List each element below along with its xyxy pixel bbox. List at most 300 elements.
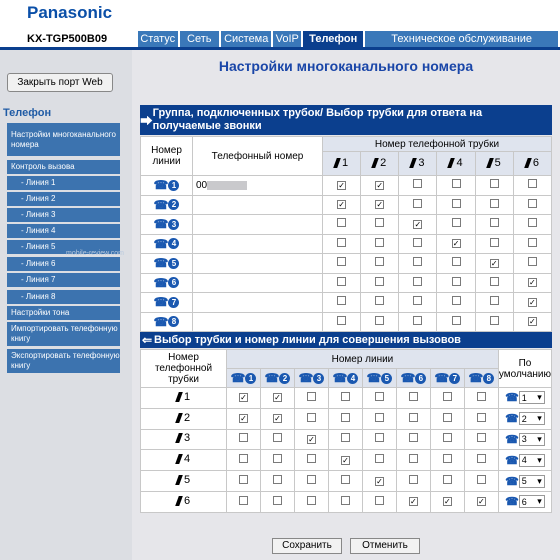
check-cell	[323, 195, 361, 215]
phone-cell	[193, 293, 323, 313]
checkbox[interactable]	[307, 392, 316, 401]
checkbox[interactable]	[341, 433, 350, 442]
line-cell	[141, 312, 193, 332]
checkbox[interactable]	[375, 218, 384, 227]
panasonic-logo: Panasonic	[27, 3, 113, 22]
check-cell	[396, 491, 430, 512]
checkbox[interactable]	[443, 475, 452, 484]
selected-value: 3	[521, 434, 527, 445]
line-number: 6	[415, 373, 426, 384]
default-line-select[interactable]	[505, 495, 545, 508]
check-cell	[513, 195, 551, 215]
checkbox[interactable]	[337, 218, 346, 227]
checkbox[interactable]: ✓	[308, 434, 315, 444]
handset-header	[513, 152, 551, 176]
checkbox[interactable]	[341, 496, 350, 505]
check-cell	[437, 215, 475, 235]
checkbox[interactable]	[337, 316, 346, 325]
checkbox[interactable]	[337, 277, 346, 286]
check-cell	[475, 254, 513, 274]
handset-icon	[175, 433, 183, 443]
chevron-down-icon: ▾	[537, 475, 542, 486]
phone-handset-icon: ☎	[468, 371, 484, 385]
line-cell	[141, 176, 193, 196]
line-icon	[154, 217, 180, 231]
checkbox[interactable]	[443, 413, 452, 422]
checkbox[interactable]	[490, 199, 499, 208]
check-cell	[464, 450, 498, 471]
line-icon	[298, 371, 324, 385]
check-cell	[399, 195, 437, 215]
handset-icon	[175, 392, 183, 402]
check-cell	[361, 273, 399, 293]
default-line-select[interactable]	[505, 412, 545, 425]
table-row	[141, 471, 552, 492]
checkbox[interactable]	[413, 296, 422, 305]
checkbox[interactable]	[409, 413, 418, 422]
handset-icon	[175, 496, 183, 506]
line-cell	[141, 215, 193, 235]
checkbox[interactable]	[452, 316, 461, 325]
check-cell	[430, 429, 464, 450]
checkbox[interactable]	[307, 496, 316, 505]
phone-handset-icon: ☎	[264, 371, 280, 385]
check-cell	[437, 176, 475, 196]
check-cell	[513, 312, 551, 332]
tab-0[interactable]: Статус	[138, 31, 178, 47]
handset-label	[177, 453, 190, 465]
table-row	[141, 450, 552, 471]
checkbox[interactable]: ✓	[414, 219, 422, 229]
check-cell	[227, 429, 261, 450]
sidebar-item-line-5[interactable]: - Линия 5	[7, 240, 120, 254]
main-panel	[132, 50, 560, 560]
line-icon	[366, 371, 392, 385]
checkbox[interactable]	[490, 277, 499, 286]
default-cell	[498, 408, 551, 429]
checkbox[interactable]	[443, 392, 452, 401]
line-number: 2	[168, 199, 179, 210]
handset-number: 3	[418, 156, 425, 169]
sidebar-item-line-1[interactable]: - Линия 1	[7, 176, 120, 190]
default-line-select[interactable]	[505, 433, 545, 446]
check-cell	[464, 388, 498, 409]
handset-icon	[448, 158, 456, 168]
checkbox[interactable]	[477, 392, 486, 401]
check-cell	[399, 293, 437, 313]
checkbox[interactable]	[337, 257, 346, 266]
chevron-down-icon: ▾	[537, 496, 542, 507]
check-cell	[437, 234, 475, 254]
handset-header	[437, 152, 475, 176]
sidebar-item-line-2[interactable]: - Линия 2	[7, 192, 120, 206]
line-number: 4	[168, 238, 179, 249]
handset-number: 3	[183, 432, 191, 445]
checkbox[interactable]	[341, 392, 350, 401]
checkbox[interactable]	[413, 199, 422, 208]
checkbox[interactable]: ✓	[529, 317, 536, 327]
check-cell	[362, 471, 396, 492]
handset-label	[373, 157, 386, 169]
table-row	[141, 254, 552, 274]
sidebar-item-tone-settings[interactable]: Настройки тона	[7, 306, 120, 320]
check-cell	[294, 471, 328, 492]
checkbox[interactable]	[528, 179, 537, 188]
col-default-header: По умолчанию	[498, 350, 551, 388]
check-cell	[430, 491, 464, 512]
checkbox[interactable]	[273, 433, 282, 442]
checkbox[interactable]	[375, 413, 384, 422]
checkbox[interactable]	[409, 454, 418, 463]
default-cell	[498, 471, 551, 492]
checkbox[interactable]	[490, 238, 499, 247]
watermark-text: mobile-review.com	[66, 250, 124, 257]
checkbox[interactable]	[337, 296, 346, 305]
handset-label	[177, 391, 190, 403]
table-row	[141, 408, 552, 429]
checkbox[interactable]	[452, 257, 461, 266]
sidebar-item-line-7[interactable]: - Линия 7	[7, 273, 120, 287]
checkbox[interactable]	[409, 392, 418, 401]
checkbox[interactable]: ✓	[376, 180, 384, 190]
check-cell	[513, 293, 551, 313]
checkbox[interactable]: ✓	[478, 497, 485, 507]
default-cell	[498, 388, 551, 409]
check-cell	[513, 234, 551, 254]
model-name: KX-TGP500B09	[27, 33, 108, 45]
table-row	[141, 215, 552, 235]
checkbox[interactable]	[413, 277, 422, 286]
default-line-select[interactable]	[505, 454, 545, 467]
default-line-dropdown[interactable]	[519, 495, 545, 508]
check-cell	[328, 450, 362, 471]
checkbox[interactable]	[452, 179, 461, 188]
check-cell	[399, 254, 437, 274]
line-header	[227, 369, 261, 388]
checkbox[interactable]: ✓	[529, 297, 536, 307]
line-icon	[154, 198, 180, 212]
line-icon	[400, 371, 426, 385]
check-cell	[227, 471, 261, 492]
checkbox[interactable]	[528, 238, 537, 247]
checkbox[interactable]: ✓	[274, 393, 281, 403]
tab-5[interactable]: Техническое обслуживание	[365, 31, 558, 47]
check-cell	[361, 254, 399, 274]
check-cell	[361, 176, 399, 196]
check-cell	[323, 293, 361, 313]
sidebar-item-call-control[interactable]: Контроль вызова	[7, 160, 120, 174]
check-cell	[430, 471, 464, 492]
checkbox[interactable]: ✓	[452, 239, 460, 249]
check-cell	[475, 293, 513, 313]
default-line-dropdown[interactable]	[519, 391, 545, 404]
phone-handset-icon: ☎	[153, 178, 169, 193]
default-line-dropdown[interactable]	[519, 412, 545, 425]
check-cell	[475, 234, 513, 254]
checkbox[interactable]	[375, 238, 384, 247]
checkbox[interactable]	[452, 277, 461, 286]
checkbox[interactable]	[375, 277, 384, 286]
checkbox[interactable]: ✓	[490, 258, 498, 268]
chevron-down-icon: ▾	[537, 454, 542, 465]
line-icon	[154, 276, 180, 290]
check-cell	[464, 408, 498, 429]
phone-handset-icon: ☎	[366, 371, 382, 385]
handset-group-table	[140, 136, 552, 332]
table-row	[141, 388, 552, 409]
checkbox[interactable]	[375, 392, 384, 401]
checkbox[interactable]	[490, 296, 499, 305]
checkbox[interactable]	[239, 475, 248, 484]
checkbox[interactable]	[452, 218, 461, 227]
checkbox[interactable]	[341, 413, 350, 422]
checkbox[interactable]	[409, 433, 418, 442]
checkbox[interactable]: ✓	[274, 414, 281, 424]
handset-icon	[524, 158, 532, 168]
sidebar-item-line-4[interactable]: - Линия 4	[7, 224, 120, 238]
close-port-button[interactable]: Закрыть порт Web	[7, 73, 113, 92]
check-cell	[361, 293, 399, 313]
phone-handset-icon: ☎	[153, 314, 169, 329]
line-cell	[141, 273, 193, 293]
handset-icon	[410, 158, 418, 168]
check-cell	[294, 491, 328, 512]
check-cell	[260, 408, 294, 429]
col-lines-header: Номер линии	[227, 350, 499, 369]
tab-2[interactable]: Система	[221, 31, 271, 47]
sidebar-item-line-6[interactable]: - Линия 6	[7, 257, 120, 271]
checkbox[interactable]: ✓	[338, 200, 345, 210]
table-row	[141, 195, 552, 215]
handset-cell	[141, 491, 227, 512]
check-cell	[399, 234, 437, 254]
sidebar-item-import-phonebook[interactable]: Импортировать телефонную книгу	[7, 322, 120, 346]
sidebar-item-line-8[interactable]: - Линия 8	[7, 290, 120, 304]
checkbox[interactable]	[341, 475, 350, 484]
checkbox[interactable]	[452, 199, 461, 208]
checkbox[interactable]: ✓	[410, 497, 417, 507]
check-cell	[437, 293, 475, 313]
phone-handset-icon: ☎	[153, 217, 169, 232]
checkbox[interactable]	[239, 433, 248, 442]
checkbox[interactable]	[413, 316, 422, 325]
chevron-down-icon: ▾	[537, 413, 542, 424]
checkbox[interactable]	[239, 496, 248, 505]
checkbox[interactable]	[375, 257, 384, 266]
chevron-down-icon: ▾	[537, 433, 542, 444]
line-icon	[265, 371, 291, 385]
default-cell	[498, 491, 551, 512]
handset-number: 2	[183, 411, 191, 424]
line-number: 7	[168, 297, 179, 308]
check-cell	[396, 450, 430, 471]
phone-handset-icon: ☎	[153, 197, 169, 212]
col-handset-header: Номер телефонной трубки	[141, 350, 227, 388]
check-cell	[227, 491, 261, 512]
checkbox[interactable]: ✓	[240, 414, 247, 424]
handset-icon	[175, 413, 183, 423]
save-button[interactable]: Сохранить	[272, 538, 342, 554]
cancel-button[interactable]: Отменить	[350, 538, 420, 554]
checkbox[interactable]	[273, 475, 282, 484]
checkbox[interactable]	[413, 257, 422, 266]
tab-3[interactable]: VoIP	[273, 31, 301, 47]
checkbox[interactable]	[375, 433, 384, 442]
phone-handset-icon: ☎	[400, 371, 416, 385]
checkbox[interactable]	[443, 433, 452, 442]
line-number: 3	[168, 219, 179, 230]
line-cell	[141, 254, 193, 274]
line-cell	[141, 195, 193, 215]
phone-handset-icon: ☎	[153, 295, 169, 310]
checkbox[interactable]	[375, 454, 384, 463]
table-row	[141, 234, 552, 254]
checkbox[interactable]	[273, 454, 282, 463]
checkbox[interactable]	[490, 316, 499, 325]
check-cell	[294, 450, 328, 471]
check-cell	[323, 215, 361, 235]
check-cell	[361, 215, 399, 235]
phone-cell	[193, 312, 323, 332]
phone-handset-icon: ☎	[230, 371, 246, 385]
checkbox[interactable]	[307, 454, 316, 463]
checkbox[interactable]	[307, 413, 316, 422]
tab-4[interactable]: Телефон	[303, 31, 363, 47]
handset-label	[177, 474, 190, 486]
check-cell	[399, 273, 437, 293]
checkbox[interactable]	[490, 218, 499, 227]
check-cell	[294, 408, 328, 429]
phone-handset-icon: ☎	[505, 496, 519, 509]
handset-number: 1	[183, 390, 191, 403]
checkbox[interactable]: ✓	[376, 200, 384, 210]
checkbox[interactable]	[477, 454, 486, 463]
check-cell	[361, 312, 399, 332]
handset-number: 6	[532, 156, 539, 169]
checkbox[interactable]	[375, 296, 384, 305]
check-cell	[475, 273, 513, 293]
check-cell	[328, 429, 362, 450]
checkbox[interactable]	[413, 179, 422, 188]
default-line-select[interactable]	[505, 475, 545, 488]
checkbox[interactable]	[477, 413, 486, 422]
handset-label	[177, 412, 190, 424]
checkbox[interactable]	[337, 238, 346, 247]
checkbox[interactable]	[375, 316, 384, 325]
check-cell	[513, 176, 551, 196]
check-cell	[396, 429, 430, 450]
checkbox[interactable]	[409, 475, 418, 484]
phone-cell	[193, 195, 323, 215]
check-cell	[362, 450, 396, 471]
table-row	[141, 293, 552, 313]
line-number: 6	[168, 277, 179, 288]
check-cell	[323, 312, 361, 332]
checkbox[interactable]	[273, 496, 282, 505]
checkbox[interactable]: ✓	[376, 476, 383, 486]
line-icon	[468, 371, 494, 385]
handset-label	[177, 495, 190, 507]
checkbox[interactable]	[528, 199, 537, 208]
check-cell	[294, 388, 328, 409]
checkbox[interactable]: ✓	[444, 497, 451, 507]
table-row	[141, 429, 552, 450]
checkbox[interactable]: ✓	[240, 393, 247, 403]
default-line-dropdown[interactable]	[519, 475, 545, 488]
checkbox[interactable]: ✓	[342, 455, 349, 465]
handset-number: 5	[183, 474, 191, 487]
arrow-left-icon: ⇐	[141, 333, 153, 347]
line-number: 4	[347, 373, 358, 384]
check-cell	[227, 408, 261, 429]
line-icon	[154, 315, 180, 329]
check-cell	[260, 429, 294, 450]
handset-header	[399, 152, 437, 176]
line-number: 2	[279, 373, 290, 384]
sidebar	[0, 50, 132, 560]
check-cell	[260, 471, 294, 492]
tab-bar	[138, 31, 560, 47]
checkbox[interactable]	[239, 454, 248, 463]
default-cell	[498, 429, 551, 450]
phone-handset-icon: ☎	[153, 256, 169, 271]
default-line-dropdown[interactable]	[519, 433, 545, 446]
phone-handset-icon: ☎	[505, 475, 519, 488]
check-cell	[513, 215, 551, 235]
sidebar-item-export-phonebook[interactable]: Экспортировать телефонную книгу	[7, 349, 120, 373]
check-cell	[362, 491, 396, 512]
phone-handset-icon: ☎	[153, 236, 169, 251]
phone-handset-icon: ☎	[434, 371, 450, 385]
checkbox[interactable]	[528, 218, 537, 227]
line-number: 5	[381, 373, 392, 384]
sidebar-item-line-3[interactable]: - Линия 3	[7, 208, 120, 222]
checkbox[interactable]	[528, 257, 537, 266]
checkbox[interactable]	[490, 179, 499, 188]
default-cell	[498, 450, 551, 471]
section2-header: ⇐ Выбор трубки и номер линии для совершения вызовов	[140, 332, 552, 348]
checkbox[interactable]	[477, 475, 486, 484]
line-number: 1	[168, 180, 179, 191]
table-row	[141, 176, 552, 196]
check-cell	[399, 312, 437, 332]
table-row	[141, 491, 552, 512]
handset-label	[335, 157, 348, 169]
line-cell	[141, 234, 193, 254]
default-line-select[interactable]	[505, 391, 545, 404]
checkbox[interactable]	[477, 433, 486, 442]
phone-handset-icon: ☎	[153, 275, 169, 290]
sidebar-item-multiline[interactable]: Настройки многоканального номера	[7, 123, 120, 156]
checkbox[interactable]: ✓	[338, 180, 345, 190]
checkbox[interactable]	[307, 475, 316, 484]
phone-handset-icon: ☎	[298, 371, 314, 385]
check-cell	[464, 471, 498, 492]
checkbox[interactable]	[452, 296, 461, 305]
checkbox[interactable]: ✓	[529, 278, 536, 288]
handset-number: 5	[494, 156, 501, 169]
line-header	[396, 369, 430, 388]
checkbox[interactable]	[413, 238, 422, 247]
page-title: Настройки многоканального номера	[218, 58, 474, 74]
tab-1[interactable]: Сеть	[180, 31, 220, 47]
check-cell	[361, 195, 399, 215]
checkbox[interactable]	[375, 496, 384, 505]
check-cell	[513, 254, 551, 274]
checkbox[interactable]	[443, 454, 452, 463]
default-line-dropdown[interactable]	[519, 454, 545, 467]
handset-label	[177, 432, 190, 444]
